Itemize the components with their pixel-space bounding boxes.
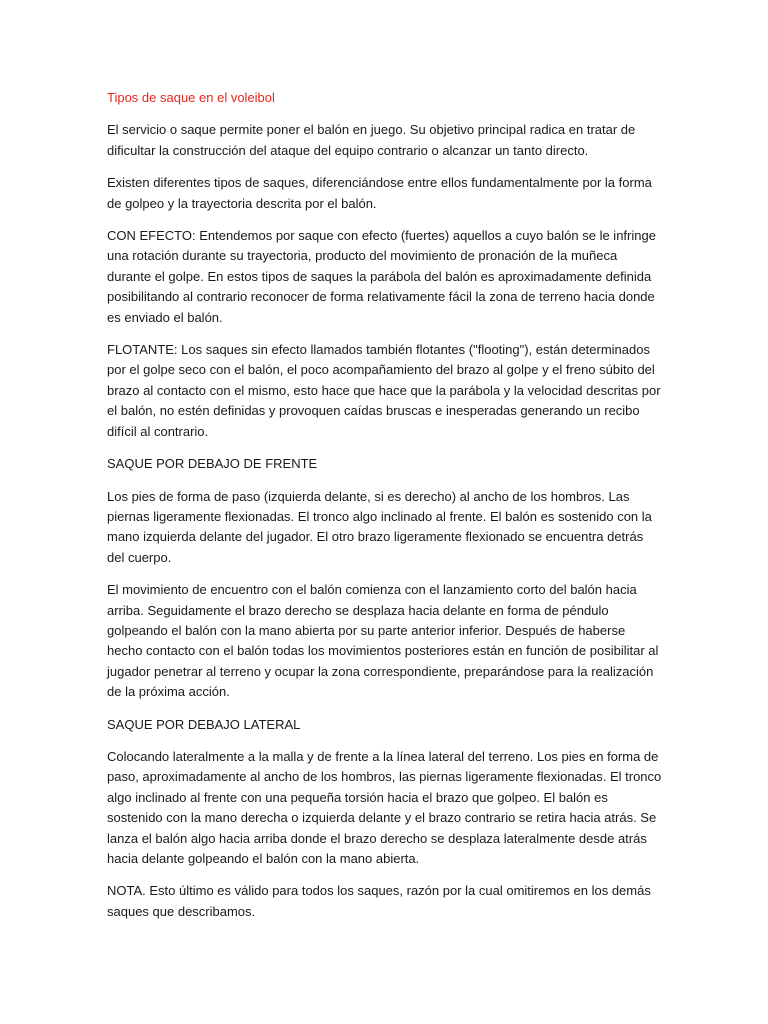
paragraph-debajo-frente-movimiento: El movimiento de encuentro con el balón comienza con el lanzamiento corto del balón hacia arriba. Seguidamente el brazo derecho se desplaza hacia delante en forma de péndulo golpeando el balón con la mano abierta por su parte anterior inferior. Después de haberse hecho contacto con el balón todas los movimientos posteriores están en función de posibilitar al jugador penetrar al terreno y ocupar la zona correspondiente, preparándose para la realización de la próxima acción. [107,582,659,700]
paragraph-nota: NOTA. Esto último es válido para todos los saques, razón por la cual omitiremos en los demás saques que describamos. [107,883,651,919]
paragraph-types: Existen diferentes tipos de saques, diferenciándose entre ellos fundamentalmente por la forma de golpeo y la trayectoria descrita por el balón. [107,175,652,211]
paragraph-intro: El servicio o saque permite poner el balón en juego. Su objetivo principal radica en tratar de dificultar la construcción del ataque del equipo contrario o alcanzar un tanto directo. [107,122,636,158]
paragraph-flotante: FLOTANTE: Los saques sin efecto llamados también flotantes ("flooting"), están determinados por el golpe seco con el balón, el poco acompañamiento del brazo al golpe y el freno súbito del brazo al contacto con el mismo, esto hace que hace que la parábola y la velocidad descritas por el balón, no estén definidas y provoquen caídas bruscas e inesperadas generando un recibo difícil al contrario. [107,342,661,439]
paragraph-con-efecto: CON EFECTO: Entendemos por saque con efecto (fuertes) aquellos a cuyo balón se le infringe una rotación durante su trayectoria, producto del movimiento de pronación de la muñeca durante el golpe. En estos tipos de saques la parábola del balón es aproximadamente definida posibilitando al contrario reconocer de forma relativamente fácil la zona de terreno hacia donde es enviado el balón. [107,228,656,325]
paragraph-debajo-lateral: Colocando lateralmente a la malla y de frente a la línea lateral del terreno. Los pies en forma de paso, aproximadamente al ancho de los hombros, las piernas ligeramente flexionadas. El tronco algo inclinado al frente con una pequeña torsión hacia el brazo que golpeo. El balón es sostenido con la mano derecha o izquierda delante y el brazo contrario se retira hacia atrás. Se lanza el balón algo hacia arriba donde el brazo derecho se desplaza lateralmente desde atrás hacia delante golpeando el balón con la mano abierta. [107,748,662,866]
section-heading-debajo-lateral: SAQUE POR DEBAJO LATERAL [107,716,301,732]
document-title: Tipos de saque en el voleibol [107,90,275,105]
section-heading-debajo-frente: SAQUE POR DEBAJO DE FRENTE [107,456,318,472]
document-body [107,88,663,934]
paragraph-debajo-frente-posicion: Los pies de forma de paso (izquierda delante, si es derecho) al ancho de los hombros. Las piernas ligeramente flexionadas. El tronco algo inclinado al frente. El balón es sostenido con la mano izquierda delante del jugador. El otro brazo ligeramente flexionado se encuentra detrás del cuerpo. [107,488,652,565]
